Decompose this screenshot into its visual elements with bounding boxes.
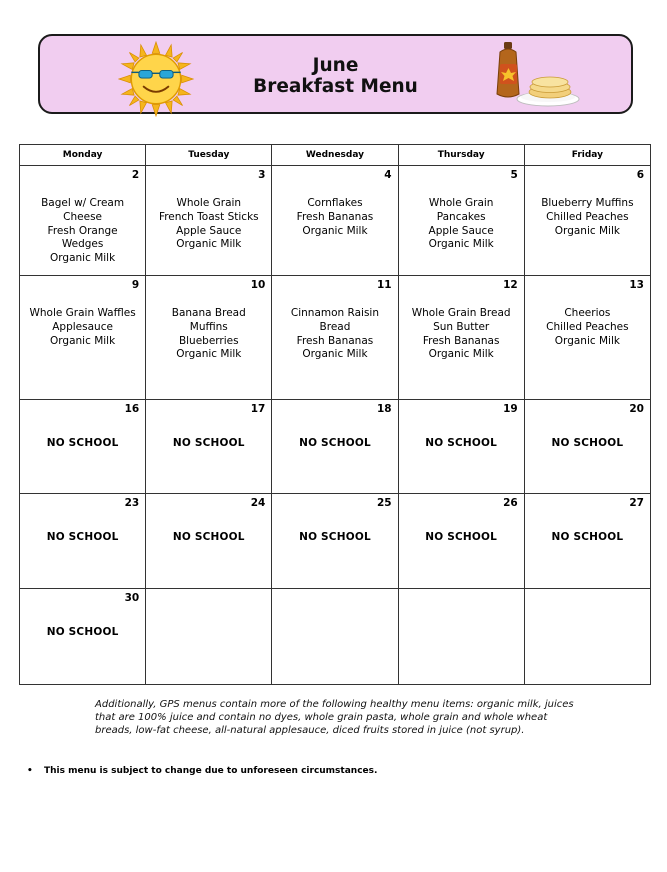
day-number: 4 <box>384 169 392 181</box>
menu-item-line: Whole Grain <box>176 197 242 209</box>
calendar-day-cell <box>20 494 146 589</box>
menu-items <box>525 197 650 238</box>
no-school-label: NO SCHOOL <box>46 531 119 543</box>
menu-item-line: Organic Milk <box>50 252 116 265</box>
menu-item-line: Whole Grain Waffles <box>29 307 136 319</box>
menu-item-line: Organic Milk <box>50 334 116 347</box>
weekday-header: Friday <box>524 145 650 166</box>
menu-item-line: Fresh Bananas <box>422 334 500 347</box>
calendar-week-row <box>20 166 651 276</box>
menu-item-line: Whole Grain <box>428 197 494 209</box>
calendar-day-cell <box>146 494 272 589</box>
calendar-day-cell <box>272 276 398 400</box>
no-school-label: NO SCHOOL <box>172 531 245 543</box>
calendar-day-cell <box>272 400 398 494</box>
calendar-day-cell <box>272 589 398 685</box>
menu-item-line: Cornflakes <box>307 197 363 209</box>
no-school-label: NO SCHOOL <box>425 437 498 449</box>
day-number: 3 <box>258 169 266 181</box>
menu-items <box>525 307 650 348</box>
calendar-day-cell <box>272 494 398 589</box>
day-number: 11 <box>376 279 392 291</box>
weekday-header: Thursday <box>398 145 524 166</box>
day-number <box>146 589 271 606</box>
menu-header-banner <box>38 34 633 114</box>
day-number: 16 <box>124 403 140 415</box>
menu-items <box>20 307 145 348</box>
title-menu-name: Breakfast Menu <box>253 76 418 97</box>
no-school-label: NO SCHOOL <box>299 437 371 449</box>
day-number: 10 <box>250 279 266 291</box>
day-number: 2 <box>131 169 140 181</box>
menu-item-line: Fresh Bananas <box>296 334 374 347</box>
calendar-week-row <box>20 400 651 494</box>
day-number: 19 <box>503 403 518 415</box>
change-notice-text: This menu is subject to change due to unforeseen circumstances. <box>44 766 378 776</box>
calendar-day-cell <box>146 276 272 400</box>
calendar-day-cell <box>524 494 650 589</box>
no-school-label: NO SCHOOL <box>551 437 624 449</box>
calendar-day-cell <box>524 589 650 685</box>
menu-items <box>399 307 524 362</box>
day-number: 5 <box>510 169 518 181</box>
menu-item-line: French Toast Sticks <box>158 210 259 223</box>
calendar-day-cell <box>146 589 272 685</box>
day-number: 12 <box>503 279 518 291</box>
menu-items <box>272 307 397 362</box>
menu-item-line: Organic Milk <box>428 348 494 361</box>
menu-item-line: Chilled Peaches <box>546 210 629 223</box>
day-number: 20 <box>629 403 644 415</box>
menu-item-line: Sun Butter <box>433 320 490 333</box>
calendar-day-cell <box>272 166 398 276</box>
menu-item-line: Wedges <box>61 238 104 251</box>
weekday-header: Wednesday <box>272 145 398 166</box>
no-school-label: NO SCHOOL <box>551 531 624 543</box>
menu-item-line: Fresh Orange <box>47 224 118 237</box>
menu-item-line: Apple Sauce <box>428 224 494 237</box>
menu-item-line: Whole Grain Bread <box>411 307 511 319</box>
title-month: June <box>312 55 359 76</box>
menu-item-line: Organic Milk <box>176 238 242 251</box>
menu-item-line: Pancakes <box>436 210 486 223</box>
menu-item-line: Bread <box>319 320 351 333</box>
day-number <box>525 589 650 606</box>
day-number: 24 <box>250 497 266 509</box>
menu-item-line: Organic Milk <box>176 348 242 361</box>
weekday-header: Tuesday <box>146 145 272 166</box>
day-number: 25 <box>376 497 392 509</box>
no-school-label: NO SCHOOL <box>425 531 498 543</box>
menu-item-line: Organic Milk <box>428 238 494 251</box>
calendar-day-cell <box>524 400 650 494</box>
calendar-day-cell <box>524 276 650 400</box>
day-number: 17 <box>250 403 266 415</box>
menu-items <box>20 197 145 266</box>
day-number: 27 <box>629 497 644 509</box>
calendar-day-cell <box>398 589 524 685</box>
calendar-day-cell <box>146 166 272 276</box>
day-number: 18 <box>376 403 392 415</box>
calendar-week-row <box>20 276 651 400</box>
day-number: 9 <box>131 279 140 291</box>
day-number: 13 <box>629 279 644 291</box>
menu-items <box>146 307 271 362</box>
calendar-day-cell <box>524 166 650 276</box>
menu-item-line: Applesauce <box>52 320 113 333</box>
calendar-day-cell <box>20 276 146 400</box>
menu-item-line: Fresh Bananas <box>296 210 374 223</box>
day-number: 23 <box>124 497 140 509</box>
menu-item-line: Organic Milk <box>302 348 368 361</box>
weekday-header: Monday <box>20 145 146 166</box>
menu-items <box>399 197 524 252</box>
calendar-week-row <box>20 589 651 685</box>
menu-item-line: Chilled Peaches <box>546 320 629 333</box>
bullet-marker: • <box>27 766 33 776</box>
healthy-items-footnote: Additionally, GPS menus contain more of the following healthy menu items: organic milk, juices that are 100% juice and contain no dyes, whole grain pasta, whole grain and whole wheat breads, low-fat cheese, all-natural applesauce, diced fruits stored in juice (not syrup). <box>95 699 574 737</box>
no-school-label: NO SCHOOL <box>299 531 371 543</box>
calendar-day-cell <box>20 589 146 685</box>
calendar-week-row <box>20 494 651 589</box>
day-number: 26 <box>503 497 518 509</box>
calendar-day-cell <box>398 494 524 589</box>
calendar-day-cell <box>398 400 524 494</box>
menu-item-line: Cinnamon Raisin <box>290 307 380 319</box>
menu-item-line: Cheese <box>63 210 103 223</box>
day-number <box>272 589 397 606</box>
day-number: 6 <box>636 169 644 181</box>
menu-item-line: Organic Milk <box>302 224 368 237</box>
calendar-day-cell <box>20 400 146 494</box>
calendar-day-cell <box>398 166 524 276</box>
calendar-day-cell <box>20 166 146 276</box>
menu-item-line: Organic Milk <box>554 224 620 237</box>
syrup-and-pancakes-icon <box>486 40 580 110</box>
menu-items <box>146 197 271 252</box>
menu-item-line: Organic Milk <box>554 334 620 347</box>
menu-item-line: Muffins <box>189 320 228 333</box>
menu-calendar <box>19 144 651 685</box>
change-notice <box>27 766 377 776</box>
calendar-day-cell <box>398 276 524 400</box>
menu-item-line: Blueberry Muffins <box>541 197 634 209</box>
weekday-header-row <box>20 145 651 166</box>
menu-items <box>272 197 397 238</box>
calendar-day-cell <box>146 400 272 494</box>
menu-item-line: Cheerios <box>564 307 611 319</box>
no-school-label: NO SCHOOL <box>46 437 119 449</box>
day-number <box>399 589 524 606</box>
no-school-label: NO SCHOOL <box>172 437 245 449</box>
menu-item-line: Bagel w/ Cream <box>41 197 125 209</box>
day-number: 30 <box>124 592 140 604</box>
no-school-label: NO SCHOOL <box>46 626 119 638</box>
menu-item-line: Banana Bread <box>171 307 246 319</box>
menu-item-line: Blueberries <box>178 334 239 347</box>
menu-item-line: Apple Sauce <box>176 224 242 237</box>
